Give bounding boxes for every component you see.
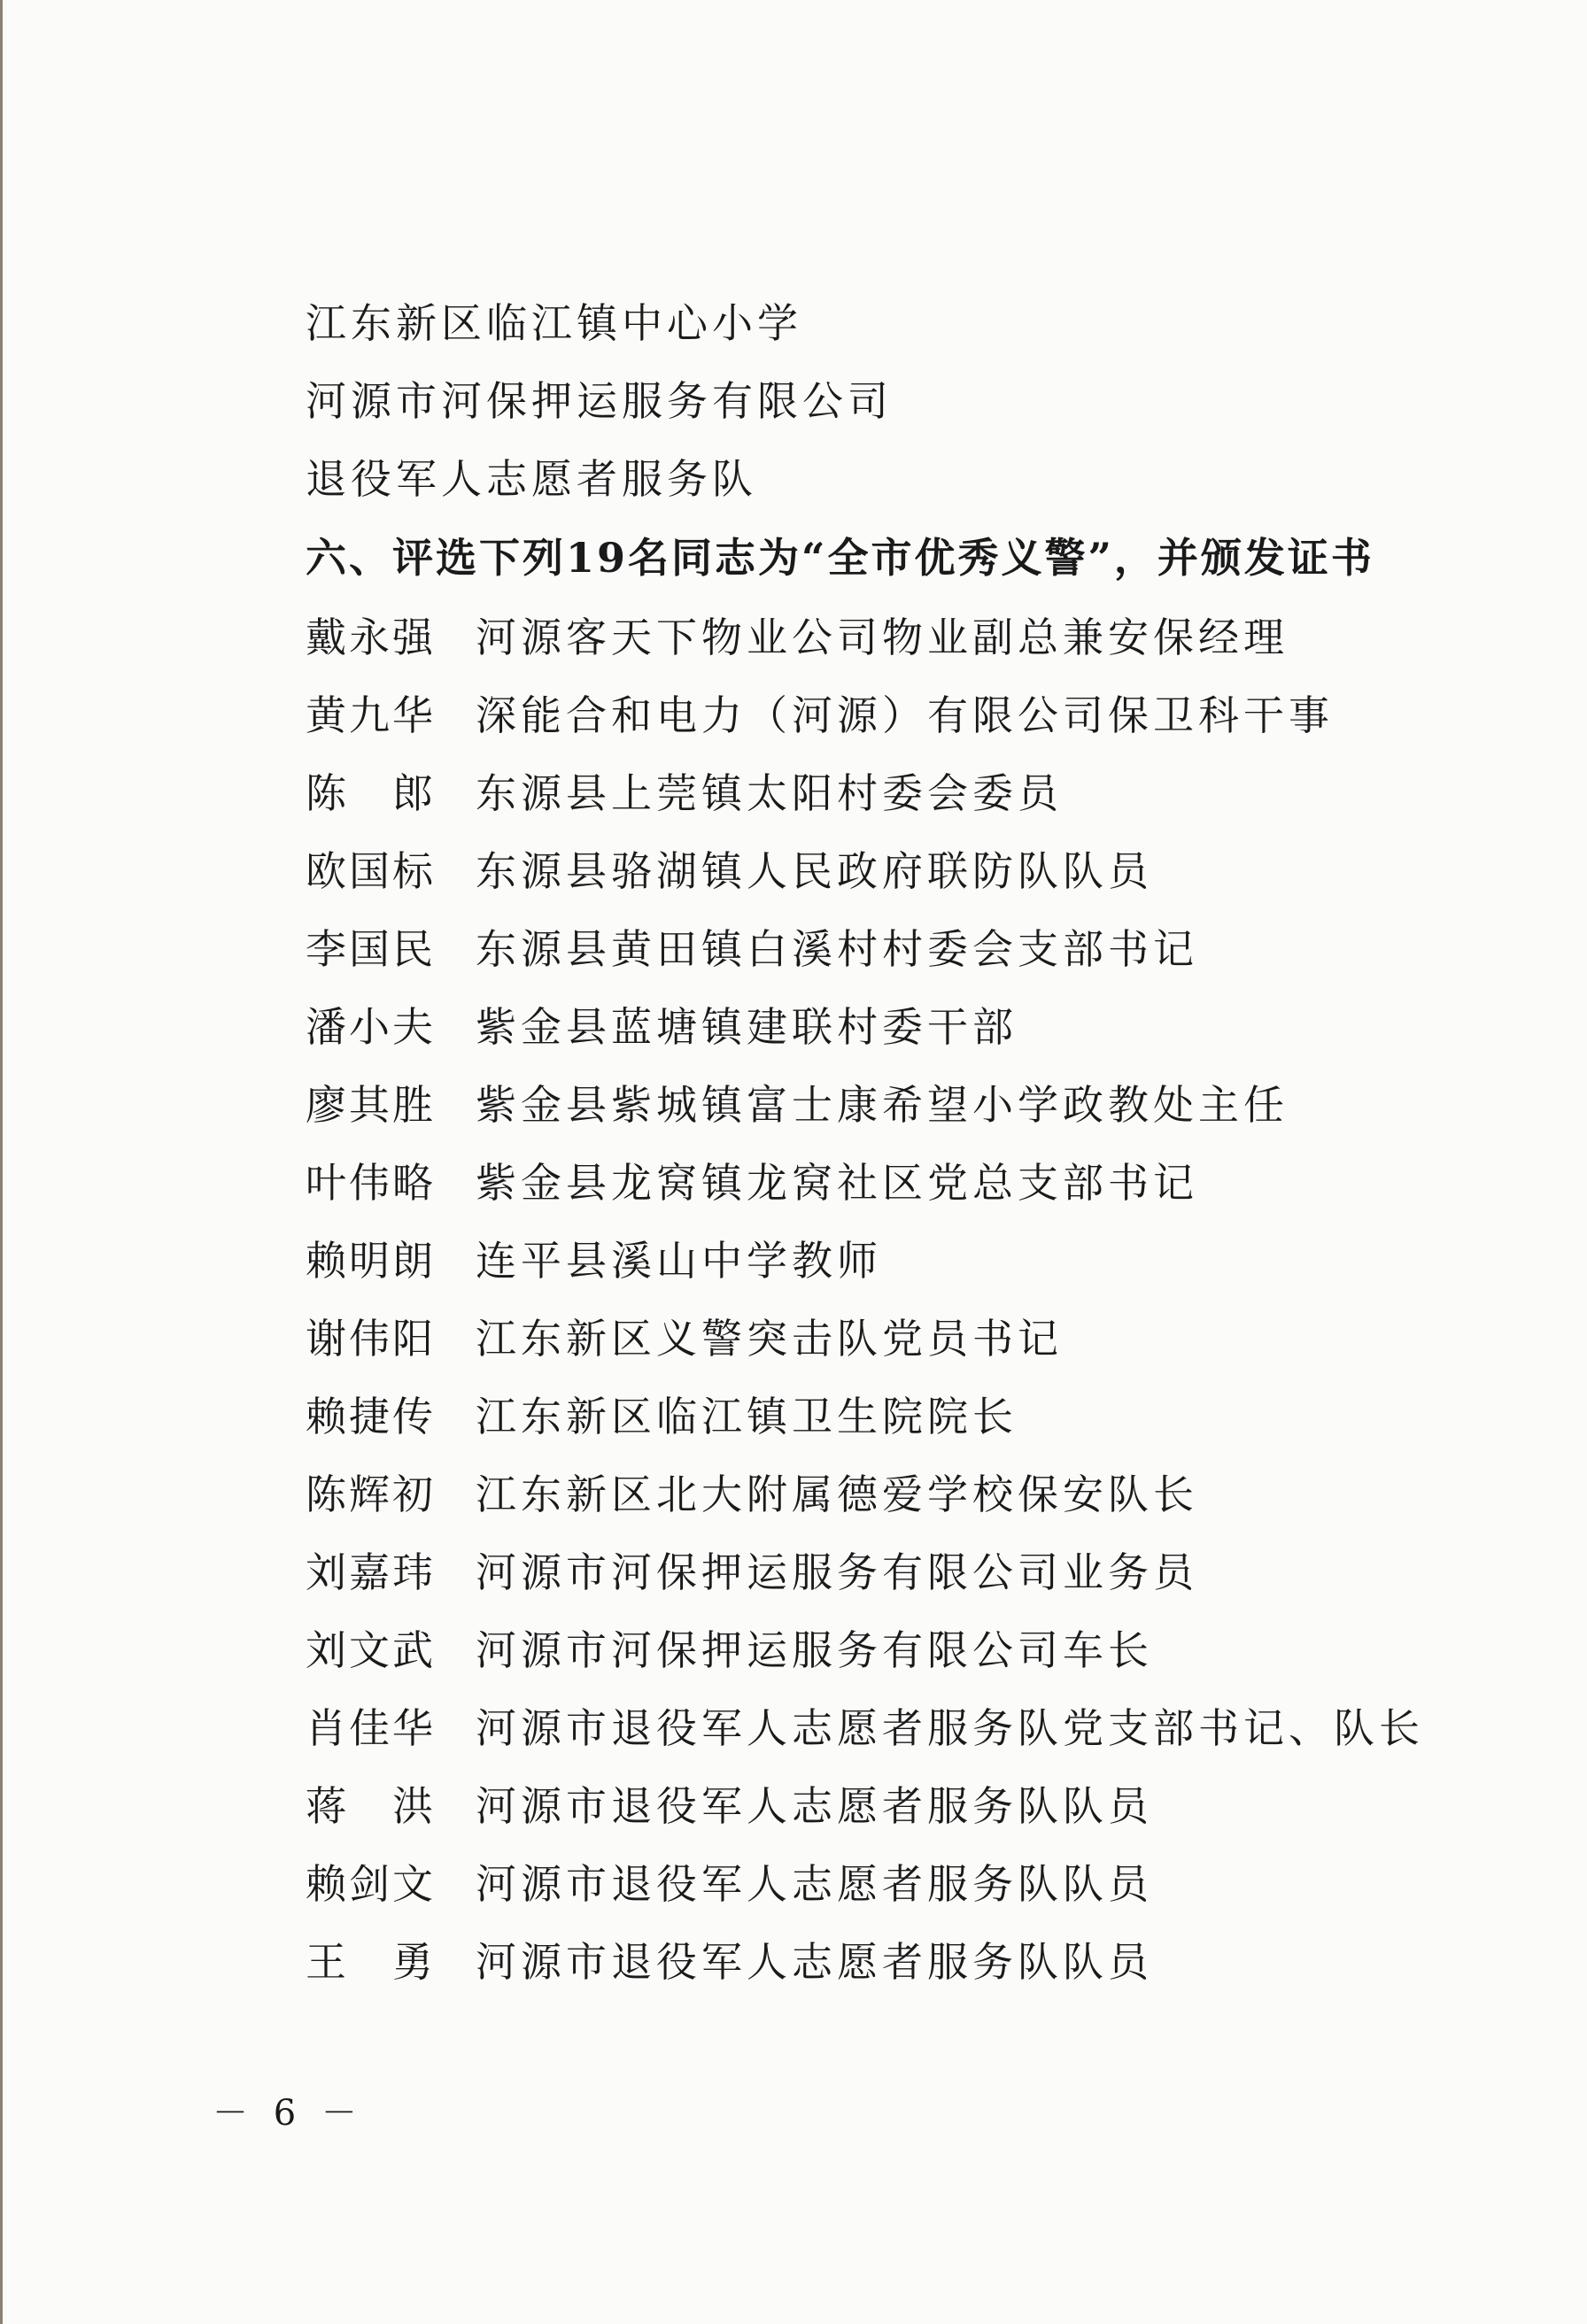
honoree-position: 连平县溪山中学教师 <box>476 1237 882 1285</box>
honoree-position: 河源市退役军人志愿者服务队队员 <box>476 1938 1153 1986</box>
honoree-position: 江东新区义警突击队党员书记 <box>476 1315 1063 1363</box>
honoree-name: 陈 郎 <box>306 769 436 817</box>
honoree-position: 东源县骆湖镇人民政府联防队队员 <box>476 847 1153 895</box>
honoree-position: 紫金县蓝塘镇建联村委干部 <box>476 1003 1018 1051</box>
honoree-name: 潘小夫 <box>306 1003 436 1051</box>
honoree-name: 赖捷传 <box>306 1393 436 1440</box>
honoree-position: 江东新区临江镇卫生院院长 <box>476 1393 1018 1440</box>
honoree-name: 赖剑文 <box>306 1860 436 1908</box>
honoree-name: 叶伟略 <box>306 1159 436 1207</box>
honoree-name: 黄九华 <box>306 691 436 739</box>
honoree-name: 刘嘉玮 <box>306 1548 436 1596</box>
page-number: － 6 － <box>213 2093 364 2134</box>
unit-line: 江东新区临江镇中心小学 <box>306 299 802 347</box>
page-edge <box>0 0 3 2324</box>
honoree-position: 东源县上莞镇太阳村委会委员 <box>476 769 1063 817</box>
honoree-position: 紫金县龙窝镇龙窝社区党总支部书记 <box>476 1159 1198 1207</box>
honoree-position: 河源市退役军人志愿者服务队队员 <box>476 1860 1153 1908</box>
honoree-position: 紫金县紫城镇富士康希望小学政教处主任 <box>476 1081 1289 1129</box>
unit-line: 退役军人志愿者服务队 <box>306 455 757 503</box>
honoree-name: 谢伟阳 <box>306 1315 436 1363</box>
honoree-name: 肖佳华 <box>306 1704 436 1752</box>
honoree-position: 深能合和电力（河源）有限公司保卫科干事 <box>476 691 1334 739</box>
honoree-position: 东源县黄田镇白溪村村委会支部书记 <box>476 925 1198 973</box>
honoree-name: 戴永强 <box>306 614 436 661</box>
honoree-name: 蒋 洪 <box>306 1782 436 1830</box>
honoree-name: 欧国标 <box>306 847 436 895</box>
honoree-name: 陈辉初 <box>306 1471 436 1518</box>
section-heading: 六、评选下列19名同志为“全市优秀义警”，并颁发证书 <box>306 534 1374 582</box>
honoree-name: 刘文武 <box>306 1626 436 1674</box>
honoree-position: 河源市河保押运服务有限公司业务员 <box>476 1548 1198 1596</box>
unit-line: 河源市河保押运服务有限公司 <box>306 377 893 425</box>
honoree-name: 李国民 <box>306 925 436 973</box>
honoree-position: 河源市河保押运服务有限公司车长 <box>476 1626 1153 1674</box>
honoree-name: 廖其胜 <box>306 1081 436 1129</box>
honoree-position: 河源市退役军人志愿者服务队队员 <box>476 1782 1153 1830</box>
honoree-position: 河源客天下物业公司物业副总兼安保经理 <box>476 614 1289 661</box>
honoree-name: 王 勇 <box>306 1938 436 1986</box>
honoree-position: 江东新区北大附属德爱学校保安队长 <box>476 1471 1198 1518</box>
honoree-name: 赖明朗 <box>306 1237 436 1285</box>
honoree-position: 河源市退役军人志愿者服务队党支部书记、队长 <box>476 1704 1424 1752</box>
